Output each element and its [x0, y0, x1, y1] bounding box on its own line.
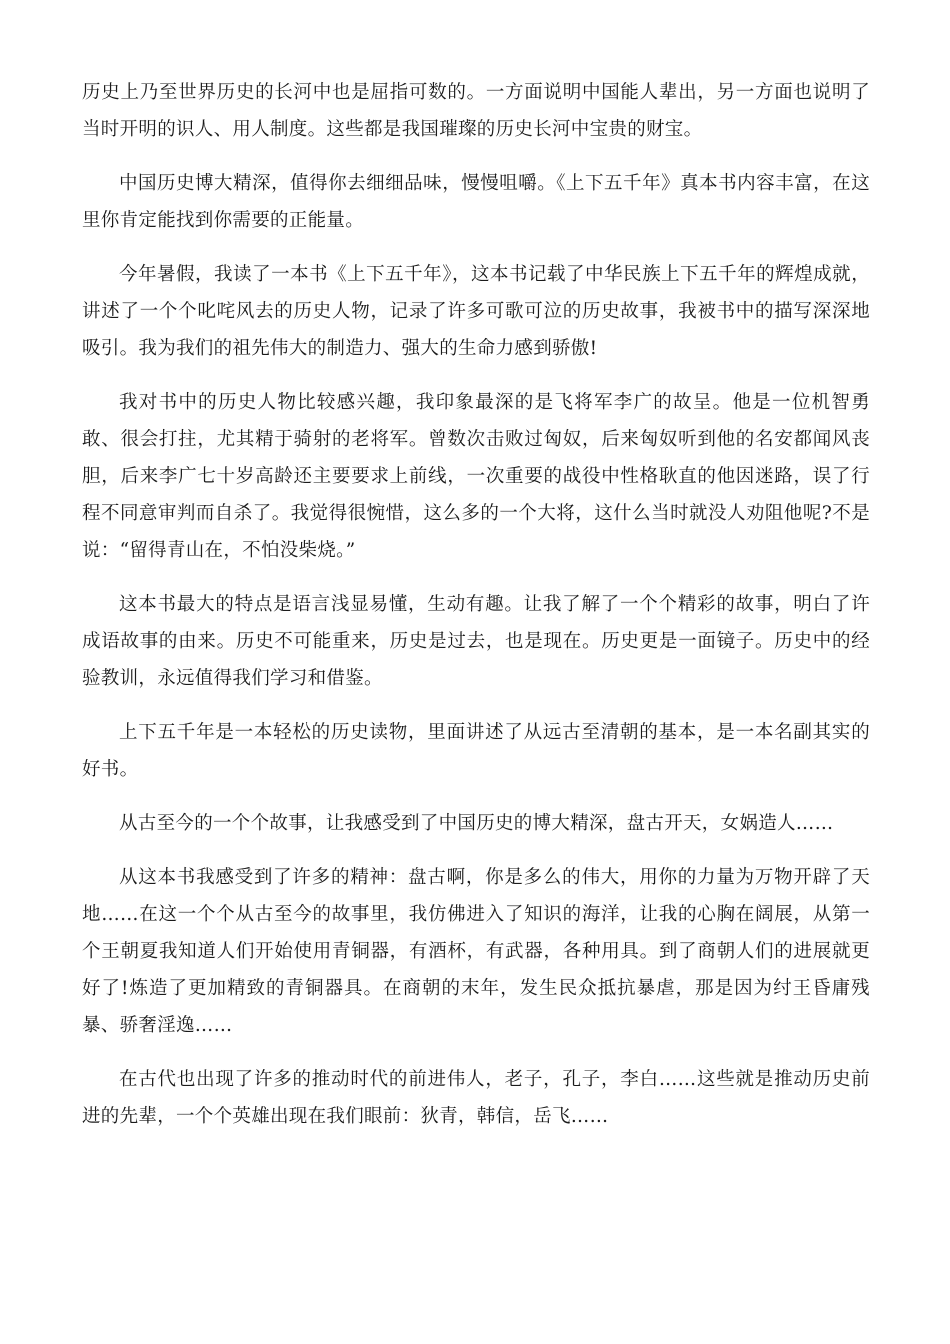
paragraph-6: 上下五千年是一本轻松的历史读物，里面讲述了从远古至清朝的基本，是一本名副其实的好书。: [82, 722, 870, 780]
paragraph-1: 历史上乃至世界历史的长河中也是屈指可数的。一方面说明中国能人辈出，另一方面也说明了当时开明的识人、用人制度。这些都是我国璀璨的历史长河中宝贵的财宝。: [82, 82, 870, 140]
paragraph-8: 从这本书我感受到了许多的精神：盘古啊，你是多么的伟大，用你的力量为万物开辟了天地……在这一个个从古至今的故事里，我仿佛进入了知识的海洋，让我的心胸在阔展，从第一个王朝夏我知道人们开始使用青铜器，有酒杯，有武器，各种用具。到了商朝人们的进展就更好了!炼造了更加精致的青铜器具。在商朝的末年，发生民众抵抗暴虐，那是因为纣王昏庸残暴、骄奢淫逸……: [82, 867, 870, 1036]
paragraph-5: 这本书最大的特点是语言浅显易懂，生动有趣。让我了解了一个个精彩的故事，明白了许成语故事的由来。历史不可能重来，历史是过去，也是现在。历史更是一面镜子。历史中的经验教训，永远值得我们学习和借鉴。: [82, 594, 870, 689]
paragraph-4: 我对书中的历史人物比较感兴趣，我印象最深的是飞将军李广的故呈。他是一位机智勇敢、很会打拄，尤其精于骑射的老将军。曾数次击败过匈奴，后来匈奴听到他的名安都闻风丧胆，后来李广七十岁高龄还主要要求上前线，一次重要的战役中性格耿直的他因迷路，误了行程不同意审判而自杀了。我觉得很惋惜，这么多的一个大将，这什么当时就没人劝阻他呢?不是说：“留得青山在，不怕没柴烧。”: [82, 392, 870, 561]
paragraph-9: 在古代也出现了许多的推动时代的前进伟人，老子，孔子，李白……这些就是推动历史前进的先辈，一个个英雄出现在我们眼前：狄青，韩信，岳飞……: [82, 1069, 870, 1127]
paragraph-3: 今年暑假，我读了一本书《上下五千年》，这本书记载了中华民族上下五千年的辉煌成就，讲述了一个个叱咤风去的历史人物，记录了许多可歌可泣的历史故事，我被书中的描写深深地吸引。我为我们的祖先伟大的制造力、强大的生命力感到骄傲!: [82, 264, 870, 359]
paragraph-7: 从古至今的一个个故事，让我感受到了中国历史的博大精深，盘古开天，女娲造人……: [119, 813, 834, 834]
document-body: [82, 74, 870, 1152]
paragraph-2: 中国历史博大精深，值得你去细细品味，慢慢咀嚼。《上下五千年》真本书内容丰富，在这里你肯定能找到你需要的正能量。: [82, 173, 870, 231]
